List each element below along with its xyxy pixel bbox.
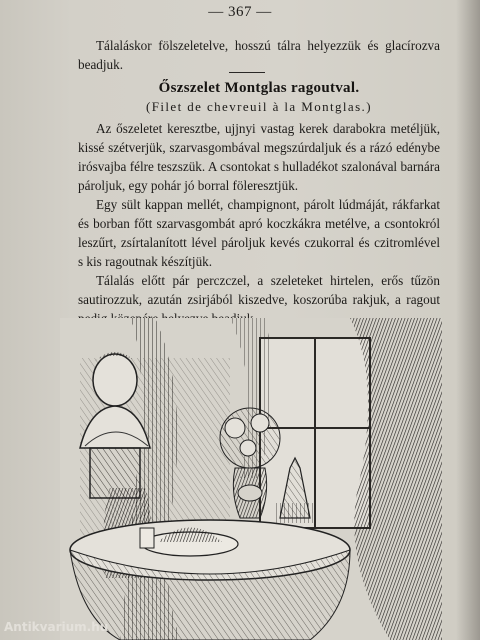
watermark: Antikvarium.hu [4, 620, 109, 634]
page-edge-shadow [456, 0, 480, 640]
paragraph-1: Az őszeletet keresztbe, ujjnyi vastag kerek darabokra metéljük, kissé szétverjük, szarvasgombával megszúrdaljuk és a rázó edénybe irósvajba félre teszszük. A csontokat s hulladékot szalonával barnára pároljuk, egy pohár jó borral föleresztjük. [78, 121, 440, 193]
paragraph-3: Tálalás előtt pár perczczel, a szeleteket hirtelen, erős tűzön sautirozzuk, azután zsirjából kiszedve, koszorúba rakjuk, a ragout [78, 273, 440, 307]
engraving-illustration [60, 318, 442, 640]
recipe-body [78, 119, 440, 328]
recipe-title: Őszszelet Montglas ragoutval. [158, 80, 360, 96]
section-divider [229, 72, 265, 73]
intro-paragraph: Tálaláskor fölszeletelve, hosszú tálra helyezzük és glacírozva beadjuk. [78, 38, 440, 72]
page-number: — 367 — [208, 4, 272, 20]
recipe-subtitle: (Filet de chevreuil à la Montglas.) [146, 99, 372, 114]
paragraph-2: Egy sült kappan mellét, champignont, párolt lúdmáját, rákfarkat és borban főtt szarvasgombát apró koczkákra metélve, a csontokról leszűrt, zsírtalanított lével pároljuk kevés czukorral és czitromlével s kis ragoutnak készítjük. [78, 197, 440, 269]
